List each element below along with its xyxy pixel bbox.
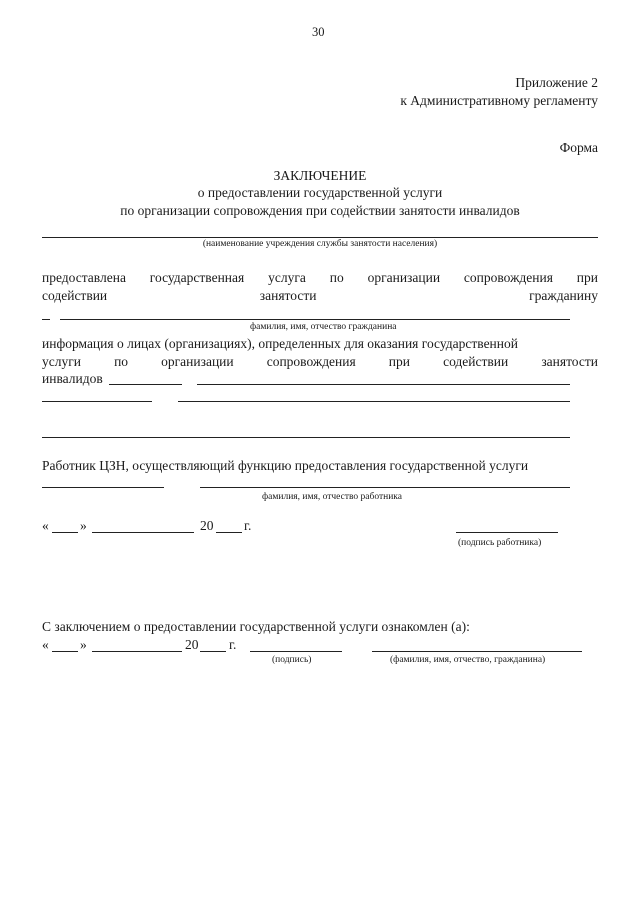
document-subtitle-2: по организации сопровождения при содействии занятости инвалидов — [120, 203, 520, 218]
worker-name-line — [200, 487, 570, 488]
para2-word: занятости — [541, 354, 598, 369]
para1-word: организации — [367, 270, 441, 285]
institution-caption: (наименование учреждения службы занятости населения) — [202, 239, 438, 249]
ack-year-prefix: 20 — [185, 637, 199, 652]
para1-line-1 — [42, 270, 598, 286]
fill-line-right — [178, 401, 570, 402]
worker-signature-caption: (подпись работника) — [458, 538, 542, 548]
para1-word: по — [329, 270, 344, 285]
date-year-suffix: г. — [244, 518, 252, 533]
ack-signature-caption: (подпись) — [272, 655, 312, 665]
ack-signature-line — [250, 651, 342, 652]
para1-word: сопровождения — [463, 270, 553, 285]
para2-word: при — [388, 354, 410, 369]
para1-word: содействии — [42, 288, 108, 303]
citizen-name-line — [60, 319, 570, 320]
appendix-line-1: Приложение 2 — [515, 75, 598, 90]
para1-line-2 — [42, 288, 598, 304]
worker-name-caption: фамилия, имя, отчество работника — [262, 492, 402, 502]
para2-line-2 — [42, 354, 598, 370]
para1-word: предоставлена — [42, 270, 126, 285]
para1-word: государственная — [149, 270, 245, 285]
acknowledgement-line: С заключением о предоставлении государственной услуги ознакомлен (а): — [42, 619, 470, 634]
document-subtitle-1: о предоставлении государственной услуги — [197, 185, 443, 200]
para1-word: при — [576, 270, 598, 285]
date-month-line — [92, 532, 194, 533]
para2-line-1: информация о лицах (организациях), определенных для оказания государственной — [42, 336, 518, 351]
para2-word: организации — [161, 354, 234, 369]
date-close-quote: » — [80, 518, 87, 533]
para2-line-3: инвалидов — [42, 371, 103, 386]
citizen-name-line-short — [42, 319, 50, 320]
fill-line-left — [42, 401, 152, 402]
ack-name-line — [372, 651, 582, 652]
para1-word: занятости — [259, 288, 317, 303]
date-year-prefix: 20 — [200, 518, 214, 533]
document-title: ЗАКЛЮЧЕНИЕ — [273, 168, 367, 183]
para2-word: содействии — [443, 354, 509, 369]
institution-name-line — [42, 237, 598, 238]
ack-close-quote: » — [80, 637, 87, 652]
date-year-line — [216, 532, 242, 533]
ack-month-line — [92, 651, 182, 652]
para2-word: услуги — [42, 354, 81, 369]
ack-year-line — [200, 651, 226, 652]
para2-fill-line-b — [197, 384, 570, 385]
worker-position-line — [42, 487, 164, 488]
date-day-line — [52, 532, 78, 533]
ack-day-line — [52, 651, 78, 652]
fill-line-full — [42, 437, 570, 438]
ack-open-quote: « — [42, 637, 49, 652]
page-number: 30 — [312, 25, 325, 39]
ack-year-suffix: г. — [229, 637, 237, 652]
date-open-quote: « — [42, 518, 49, 533]
worker-line: Работник ЦЗН, осуществляющий функцию предоставления государственной услуги — [42, 458, 529, 473]
para2-fill-line-a — [109, 384, 182, 385]
form-label: Форма — [559, 140, 598, 155]
appendix-line-2: к Административному регламенту — [400, 93, 598, 108]
para1-word: гражданину — [529, 288, 598, 303]
para1-word: услуга — [268, 270, 306, 285]
worker-signature-line — [456, 532, 558, 533]
para2-word: по — [114, 354, 129, 369]
para2-word: сопровождения — [266, 354, 356, 369]
ack-name-caption: (фамилия, имя, отчество, гражданина) — [390, 655, 546, 665]
citizen-name-caption: фамилия, имя, отчество гражданина — [250, 322, 397, 332]
